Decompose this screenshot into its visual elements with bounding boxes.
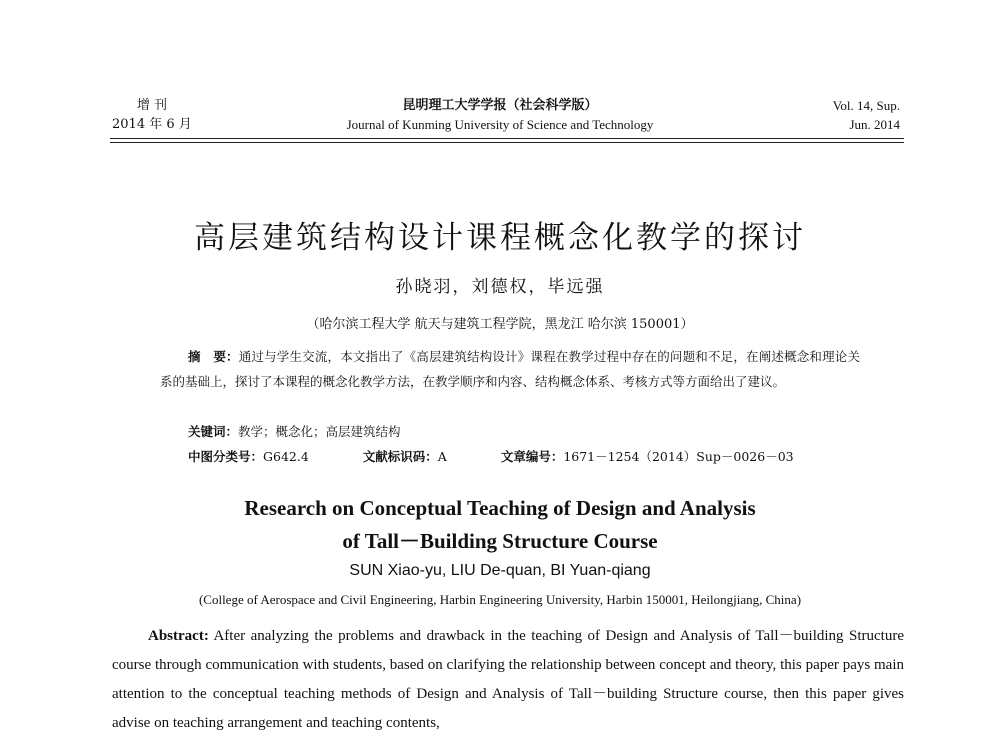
header-volume-info (833, 96, 900, 134)
keywords-line (188, 419, 401, 444)
doc-code-label: 文献标识码： (362, 449, 438, 464)
header-date: Jun. 2014 (849, 117, 900, 132)
affiliation-cn: （哈尔滨工程大学 航天与建筑工程学院，黑龙江 哈尔滨 150001） (306, 317, 694, 332)
abstract-label-en: Abstract: (148, 628, 209, 644)
authors-cn: 孙晓羽，刘德权，毕远强 (395, 277, 605, 297)
abstract-text-cn: 通过与学生交流，本文指出了《高层建筑结构设计》课程在教学过程中存在的问题和不足，在阐述概念和理论关系的基础上，探讨了本课程的概念化教学方法，在教学顺序和内容、结构概念体系、考核方式等方面给出了建议。 (160, 349, 860, 389)
article-title-cn: 高层建筑结构设计课程概念化教学的探讨 (194, 220, 806, 256)
header-rule-thin (110, 142, 904, 143)
header-journal (300, 96, 700, 134)
abstract-label-cn: 摘 要： (188, 349, 239, 364)
keywords-label: 关键词： (188, 424, 239, 439)
affiliation-en: (College of Aerospace and Civil Engineering, Harbin Engineering University, Harbin 150001, Heilongjiang, China) (198, 592, 802, 607)
clc-value: G642.4 (263, 449, 309, 464)
header-rule-thick (110, 138, 904, 139)
title-en-line1: Research on Conceptual Teaching of Design and Analysis (244, 496, 756, 520)
header-issue-info (112, 96, 192, 134)
abstract-cn (160, 344, 860, 394)
header-volume: Vol. 14, Sup. (832, 98, 900, 113)
clc-label: 中图分类号： (188, 449, 264, 464)
header-issue-date: 2014 年 6 月 (112, 117, 192, 132)
article-title-en (0, 492, 1000, 558)
abstract-en (112, 622, 904, 738)
doc-code-value: A (437, 449, 447, 464)
article-no-value: 1671－1254（2014）Sup－0026－03 (563, 449, 794, 464)
classification-line (188, 444, 794, 469)
article-no-label: 文章编号： (500, 449, 564, 464)
title-en-line2: of Tall－Building Structure Course (342, 529, 658, 553)
abstract-text-en: After analyzing the problems and drawback in the teaching of Design and Analysis of Tall－building Structure course through communication with students, based on clarifying the relationship between concept and theory, this paper pays main attention to the conceptual teaching methods of Design and Analysis of Tall－building Structure course, then this paper gives advise on teaching arrangement and teaching contents, (112, 628, 904, 731)
authors-en: SUN Xiao-yu, LIU De-quan, BI Yuan-qiang (349, 562, 651, 579)
journal-name-cn: 昆明理工大学学报（社会科学版） (402, 98, 598, 113)
header-supplement-label: 增 刊 (136, 98, 167, 113)
keywords-text: 教学；概念化；高层建筑结构 (238, 424, 401, 439)
journal-name-en: Journal of Kunming University of Science and Technology (346, 117, 654, 132)
